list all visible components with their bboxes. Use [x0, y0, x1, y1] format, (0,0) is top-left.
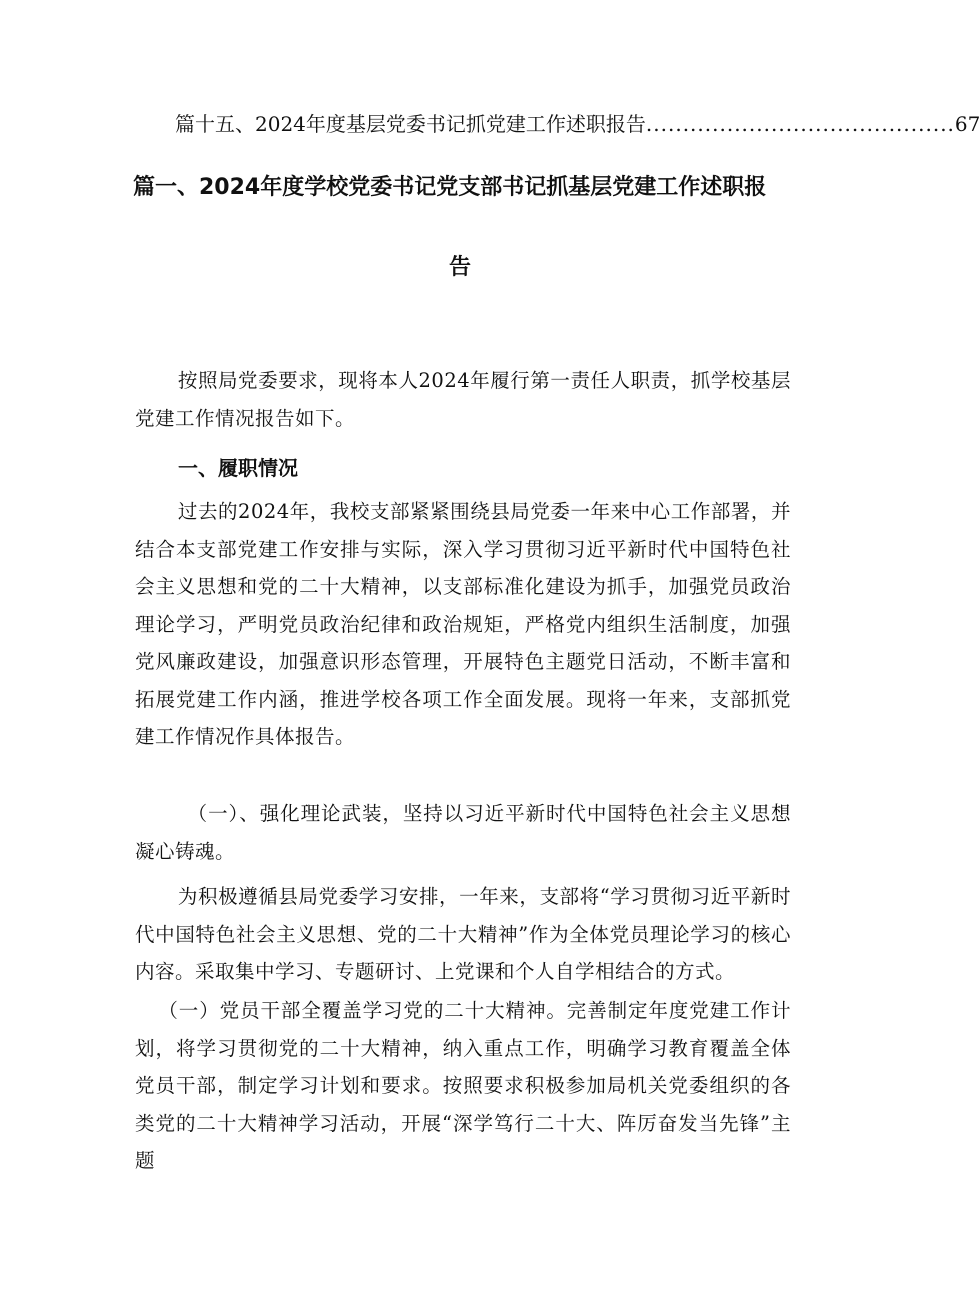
section-heading: 一、履职情况: [178, 456, 298, 480]
toc-entry[interactable]: [175, 108, 980, 140]
intro-paragraph: 按照局党委要求，现将本人2024年履行第一责任人职责，抓学校基层党建工作情况报告如下。: [135, 369, 791, 430]
document-title: 篇一、2024年度学校党委书记党支部书记抓基层党建工作述职报: [133, 175, 767, 200]
toc-entry-leader: ..........................................: [645, 112, 955, 136]
toc-entry-page-number: 67: [954, 112, 980, 136]
body-paragraph: （一）党员干部全覆盖学习党的二十大精神。完善制定年度党建工作计划，将学习贯彻党的二十大精神，纳入重点工作，明确学习教育覆盖全体党员干部，制定学习计划和要求。按照要求积极参加局机关党委组织的各类党的二十大精神学习活动，开展“深学笃行二十大、阵厉奋发当先锋”主题: [135, 999, 791, 1172]
subsection-heading: （一）、强化理论武装，坚持以习近平新时代中国特色社会主义思想凝心铸魂。: [135, 802, 791, 863]
toc-entry-title: 篇十五、2024年度基层党委书记抓党建工作述职报告: [175, 112, 646, 136]
document-title-continuation: 告: [448, 255, 471, 280]
body-paragraph: 为积极遵循县局党委学习安排，一年来，支部将“学习贯彻习近平新时代中国特色社会主义思想、党的二十大精神”作为全体党员理论学习的核心内容。采取集中学习、专题研讨、上党课和个人自学相结合的方式。: [135, 885, 791, 983]
body-paragraph: 过去的2024年，我校支部紧紧围绕县局党委一年来中心工作部署，并结合本支部党建工作安排与实际，深入学习贯彻习近平新时代中国特色社会主义思想和党的二十大精神，以支部标准化建设为抓手，加强党员政治理论学习，严明党员政治纪律和政治规矩，严格党内组织生活制度，加强党风廉政建设，加强意识形态管理，开展特色主题党日活动，不断丰富和拓展党建工作内涵，推进学校各项工作全面发展。现将一年来，支部抓党建工作情况作具体报告。: [135, 500, 791, 748]
